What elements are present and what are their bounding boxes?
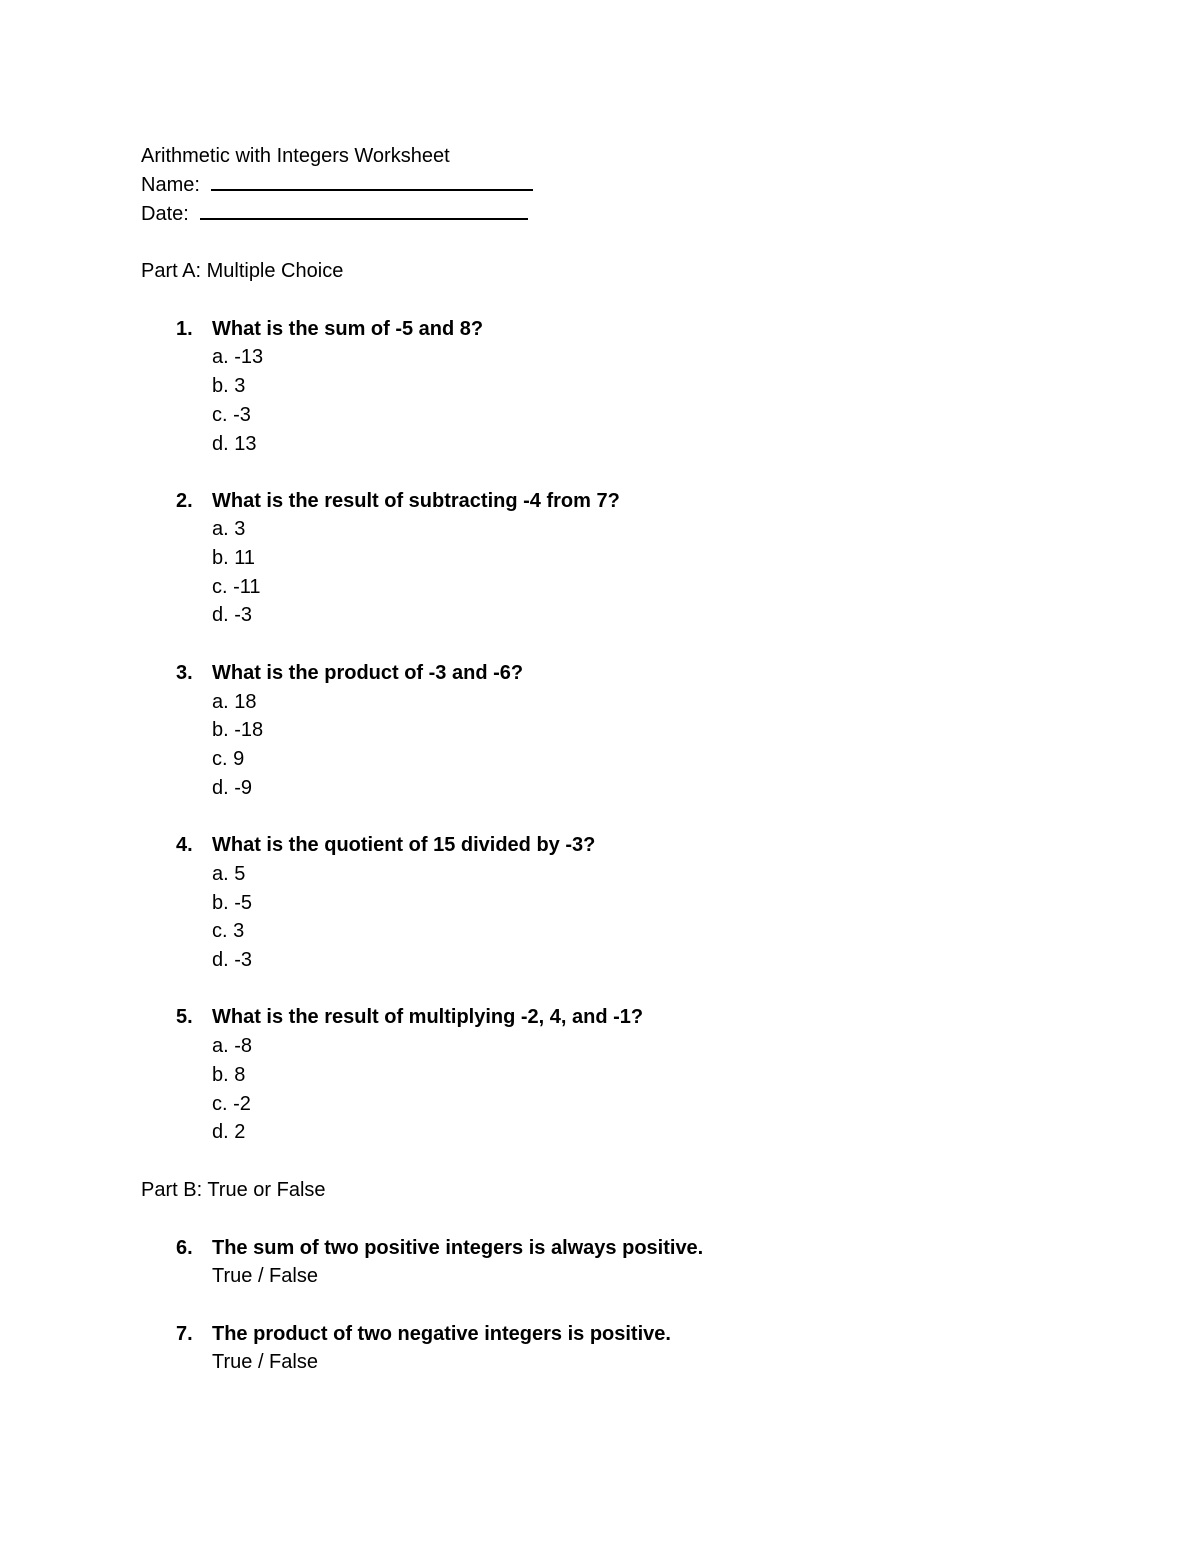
option-1c[interactable]: c. -3 <box>212 404 251 426</box>
question-text: The sum of two positive integers is always positive. <box>212 1237 704 1259</box>
option-5b[interactable]: b. 8 <box>212 1064 246 1086</box>
question-number: 6. <box>176 1237 193 1259</box>
question-text: What is the quotient of 15 divided by -3? <box>212 834 596 856</box>
question-text: The product of two negative integers is positive. <box>212 1323 671 1345</box>
option-5c[interactable]: c. -2 <box>212 1093 251 1115</box>
option-3c[interactable]: c. 9 <box>212 748 245 770</box>
question-number: 1. <box>176 318 193 340</box>
option-1a[interactable]: a. -13 <box>212 346 264 368</box>
option-3b[interactable]: b. -18 <box>212 719 264 741</box>
part-b-heading: Part B: True or False <box>141 1179 326 1201</box>
name-row <box>141 171 533 199</box>
option-2a[interactable]: a. 3 <box>212 518 246 540</box>
true-false-7[interactable]: True / False <box>212 1351 318 1373</box>
question-text: What is the result of multiplying -2, 4, and -1? <box>212 1006 644 1028</box>
option-4c[interactable]: c. 3 <box>212 920 245 942</box>
option-4b[interactable]: b. -5 <box>212 892 253 914</box>
question-number: 7. <box>176 1323 193 1345</box>
date-blank-line[interactable] <box>200 200 528 220</box>
option-2c[interactable]: c. -11 <box>212 576 261 598</box>
question-number: 3. <box>176 662 193 684</box>
option-1b[interactable]: b. 3 <box>212 375 246 397</box>
option-2b[interactable]: b. 11 <box>212 547 255 569</box>
date-row <box>141 200 528 228</box>
option-4a[interactable]: a. 5 <box>212 863 246 885</box>
name-blank-line[interactable] <box>211 171 533 191</box>
worksheet-title: Arithmetic with Integers Worksheet <box>141 145 450 167</box>
date-label: Date: <box>141 203 189 225</box>
question-number: 2. <box>176 490 193 512</box>
question-number: 4. <box>176 834 193 856</box>
true-false-6[interactable]: True / False <box>212 1265 318 1287</box>
option-5d[interactable]: d. 2 <box>212 1121 246 1143</box>
question-text: What is the product of -3 and -6? <box>212 662 524 684</box>
question-text: What is the result of subtracting -4 from 7? <box>212 490 620 512</box>
option-5a[interactable]: a. -8 <box>212 1035 253 1057</box>
option-3a[interactable]: a. 18 <box>212 691 257 713</box>
question-text: What is the sum of -5 and 8? <box>212 318 484 340</box>
option-4d[interactable]: d. -3 <box>212 949 253 971</box>
name-label: Name: <box>141 174 200 196</box>
question-number: 5. <box>176 1006 193 1028</box>
part-a-heading: Part A: Multiple Choice <box>141 260 344 282</box>
option-3d[interactable]: d. -9 <box>212 777 253 799</box>
option-1d[interactable]: d. 13 <box>212 433 257 455</box>
option-2d[interactable]: d. -3 <box>212 604 253 626</box>
